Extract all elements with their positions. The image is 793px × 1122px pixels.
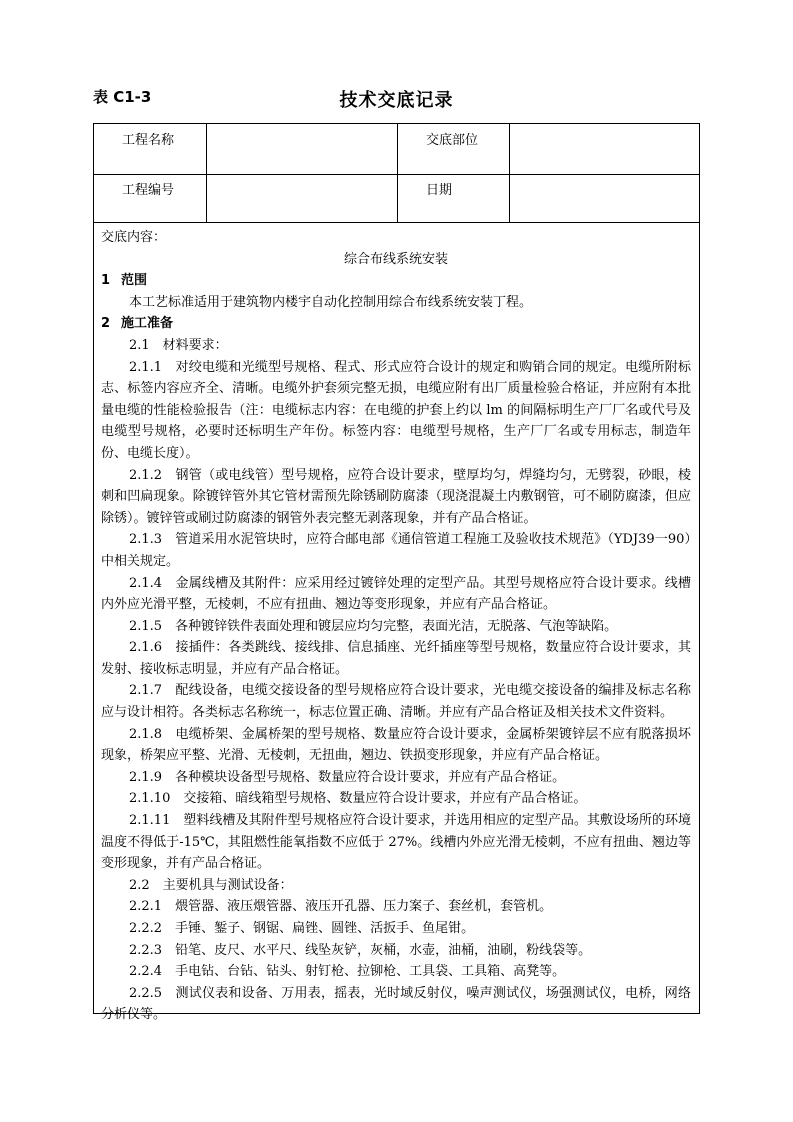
section-heading [101,270,691,292]
handover-part-field[interactable] [510,124,699,174]
content-paragraph: 2.2.2 手锤、錾子、钢锯、扁锉、圆锉、活扳手、鱼尾钳。 [129,921,475,936]
handover-part-label: 交底部位 [398,124,510,174]
content-paragraphs [101,270,691,1026]
form-code: 表 C1-3 [93,88,152,106]
content-paragraph: 2.1.4 金属线槽及其附件：应采用经过镀锌处理的定型产品。其型号规格应符合设计要求。线槽内外应光滑平整，无棱刺，不应有扭曲、翘边等变形现象，并应有产品合格证。 [101,575,691,613]
date-field[interactable] [510,174,699,222]
content-label: 交底内容： [101,230,167,245]
content-paragraph: 2.1.9 各种模块设备型号规格、数量应符合设计要求，并应有产品合格证。 [129,769,566,785]
content-paragraph: 2.1.2 钢管（或电线管）型号规格，应符合设计要求，壁厚均匀，焊缝均匀，无劈裂，砂眼，棱刺和凹扁现象。除镀锌管外其它管材需预先除锈刷防腐漆（现浇混凝土内敷钢管，可不刷防腐漆，但应除锈）。镀锌管或刷过防腐漆的钢管外表完整无剥落现象，并有产品合格证。 [101,467,691,526]
section-heading [101,313,691,335]
content-paragraph: 2.1.1 对绞电缆和光缆型号规格、程式、形式应符合设计的规定和购销合同的规定。电缆所附标志、标签内容应齐全、清晰。电缆外护套须完整无损，电缆应附有出厂质量检验合格证，并应附有本批量电缆的性能检验报告（注：电缆标志内容：在电缆的护套上约以 lm 的间隔标明生产厂厂名或代号及电缆型号规格，必要时还标明生产年份。标签内容：电缆型号规格，生产厂厂名或专用标志，制造年份、电缆长度）。 [101,359,691,461]
content-paragraph: 2.1.11 塑料线槽及其附件型号规格应符合设计要求，并选用相应的定型产品。其敷设场所的环境温度不得低于-15℃，其阻燃性能氧指数不应低于 27%。线槽内外应光滑无棱刺，不应有扭曲、翘边等变形现象，并有产品合格证。 [101,813,691,872]
content-paragraph: 2.1.6 接插件：各类跳线、接线排、信息插座、光纤插座等型号规格，数量应符合设计要求，其发射、接收标志明显，并应有产品合格证。 [101,640,691,677]
content-paragraph: 2.1.8 电缆桥架、金属桥架的型号规格、数量应符合设计要求，金属桥架镀锌层不应有脱落损坏现象，桥架应平整、光滑、无棱刺，无扭曲，翘边、铁损变形现象，并应有产品合格证。 [101,726,691,764]
content-paragraph: 2.1.7 配线设备，电缆交接设备的型号规格应符合设计要求，光电缆交接设备的编排及标志名称应与设计相符。各类标志名称统一，标志位置正确、清晰。并应有产品合格证及相关技术文件资料。 [101,683,691,721]
content-paragraph: 本工艺标准适用于建筑物内楼宇自动化控制用综合布线系统安装丁程。 [129,294,533,310]
date-label: 日期 [398,174,510,222]
document-title: 技术交底记录 [339,90,454,111]
content-paragraph: 2.2.5 测试仪表和设备、万用表，摇表，光时域反射仪，噪声测试仪，场强测试仪，电桥，网络分析仪等。 [101,985,691,1023]
project-name-field[interactable] [207,124,398,174]
section-title: 范围 [121,273,148,289]
content-paragraph: 2.2 主要机具与测试设备： [129,877,293,893]
table-row [94,174,699,223]
content-paragraph: 2.1.10 交接箱、暗线箱型号规格、数量应符合设计要求，并应有产品合格证。 [129,791,587,807]
content-paragraph: 2.2.4 手电钻、台钻、钻头、射钉枪、拉铆枪、工具袋、工具箱、高凳等。 [129,964,566,980]
content-subject: 综合布线系统安装 [343,251,448,267]
project-name-label: 工程名称 [94,124,207,174]
section-number: 2 [101,316,111,332]
handover-content [94,222,699,1023]
content-paragraph: 2.2.3 铅笔、皮尺、水平尺、线坠灰铲，灰桶，水壶，油桶，油刷，粉线袋等。 [129,942,592,958]
section-number: 1 [101,273,111,289]
table-row [94,124,699,175]
content-paragraph: 2.1 材料要求： [129,337,228,353]
content-paragraph: 2.1.3 管道采用水泥管块时，应符合邮电部《通信管道工程施工及验收技术规范》（YDJ39一90）中相关规定。 [101,532,691,569]
project-number-label: 工程编号 [94,174,207,222]
section-title: 施工准备 [121,316,174,332]
handover-record-table [93,123,700,1023]
page-header [93,86,700,112]
project-number-field[interactable] [207,174,398,222]
content-paragraph: 2.1.5 各种镀锌铁件表面处理和镀层应均匀完整，表面光洁，无脱落、气泡等缺陷。 [129,618,618,634]
content-paragraph: 2.2.1 煨管器、液压煨管器、液压开孔器、压力案子、套丝机，套管机。 [129,899,553,915]
